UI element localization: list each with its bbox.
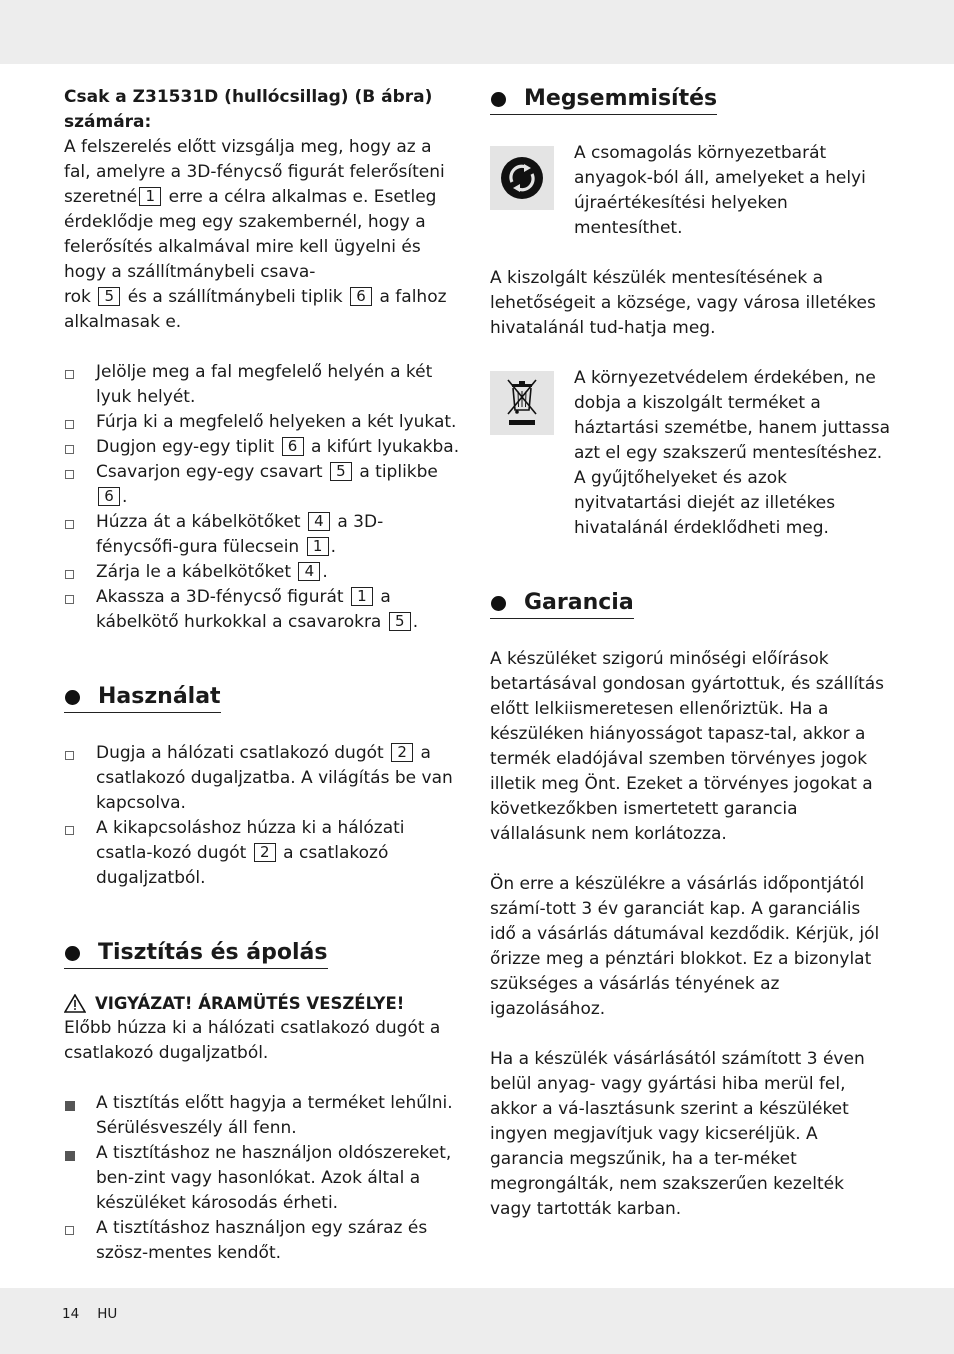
disposal-text: A kiszolgált készülék mentesítésének a lehetőségeit a községe, vagy városa illetékes hivatalánál tud-hatja meg. [490,268,876,338]
list-item: Fúrja ki a megfelelő helyeken a két lyukat. [64,410,462,435]
bullet-dot-icon [65,946,80,961]
page-number: 14 [62,1306,80,1322]
crossed-bin-icon [490,371,554,435]
list-item: Zárja le a kábelkötőket 4 . [64,560,462,585]
list-item: Akassza a 3D-fénycső figurát 1 a kábelkötő hurkokkal a csavarokra 5 . [64,585,462,635]
ref-badge: 5 [389,612,411,631]
list-item: Dugja a hálózati csatlakozó dugót 2 a csatlakozó dugaljzatba. A világítás be van kapcsolva. [64,741,462,816]
list-item: Csavarjon egy-egy csavart 5 a tiplikbe 6 . [64,460,462,510]
usage-steps-list [64,741,462,891]
list-item: A tisztításhoz ne használjon oldószereket, ben-zint vagy hasonlókat. Azok által a készüléket károsodás érheti. [64,1141,462,1216]
ref-badge: 5 [330,462,352,481]
bullet-dot-icon [491,596,506,611]
ref-badge: 6 [98,487,120,506]
top-bar [0,0,954,64]
recycle-block [490,141,890,241]
list-item: Húzza át a kábelkötőket 4 a 3D-fénycsőfi-gura fülecsein 1 . [64,510,462,560]
cleaning-list [64,1091,462,1266]
mount-title: Csak a Z31531D (hullócsillag) (B ábra) számára: [64,87,433,132]
section-heading-cleaning: Tisztítás és ápolás [64,939,328,969]
right-column [490,85,890,1222]
bullet-dot-icon [491,92,506,107]
ref-badge: 1 [351,587,373,606]
recycle-icon [490,146,554,210]
ref-badge: 5 [98,287,120,306]
list-item: A tisztítás előtt hagyja a terméket lehűlni. Sérülésveszély áll fenn. [64,1091,462,1141]
bottom-bar [0,1288,954,1354]
section-heading-usage: Használat [64,683,221,713]
mount-steps-list [64,360,462,635]
warning-text: Előbb húzza ki a hálózati csatlakozó dugót a csatlakozó dugaljzatból. [64,1018,441,1063]
ref-badge: 4 [298,562,320,581]
list-item: A kikapcsoláshoz húzza ki a hálózati csatla-kozó dugót 2 a csatlakozó dugaljzatból. [64,816,462,891]
warranty-paragraph: A készüléket szigorú minőségi előírások betartásával gondosan gyártottuk, és szállítás előtt lelkiismeretesen ellenőriztük. Ha a készüléken hiányosságot tapasz-tal, akkor a termék eladójával szemben törvényes jogok illetik meg Önt. Ezeket a törvényes jogokat a következőkben ismertetett garancia vállalásunk nem korlátozza. [490,649,885,844]
weee-text: A környezetvédelem érdekében, ne dobja a kiszolgált terméket a háztartási szemétbe, hanem juttassa azt el egy szakszerű mentesítéshez. A gyűjtőhelyeket és azok nyitvatartási diejét az illetékes hivatalánál érdeklődheti meg. [574,368,891,538]
recycle-text: A csomagolás környezetbarát anyagok-ból áll, amelyeket a helyi újraértékesítési helyeken mentesíthet. [574,143,866,238]
weee-block [490,366,890,541]
ref-badge: 1 [307,537,329,556]
ref-badge: 1 [139,187,161,206]
ref-badge: 4 [308,512,330,531]
ref-badge: 2 [254,843,276,862]
warning-triangle-icon [64,994,86,1013]
ref-badge: 6 [350,287,372,306]
ref-badge: 6 [282,437,304,456]
warning-title: VIGYÁZAT! ÁRAMÜTÉS VESZÉLYE! [64,991,462,1016]
section-heading-disposal: Megsemmisítés [490,85,717,115]
warranty-paragraph: Ha a készülék vásárlásától számított 3 éven belül anyag- vagy gyártási hiba merül fel, akkor a vá-lasztásunk szerint a készüléket ingyen megjavítjuk vagy kicseréljük. A garancia megszűnik, ha a ter-méket megrongálták, nem szakszerűen kezelték vagy tartották karban. [490,1049,865,1219]
language-code: HU [97,1306,118,1322]
ref-badge: 2 [391,743,413,762]
list-item: Jelölje meg a fal megfelelő helyén a két lyuk helyét. [64,360,462,410]
list-item: Dugjon egy-egy tiplit 6 a kifúrt lyukakba. [64,435,462,460]
list-item: A tisztításhoz használjon egy száraz és szösz-mentes kendőt. [64,1216,462,1266]
mount-intro: A felszerelés előtt vizsgálja meg, hogy az a fal, amelyre a 3D-fénycső figurát felerősíteni szeretné 1 erre a célra alkalmas e. Esetleg érdeklődje meg egy szakembernél, hogy a felerősítés alkalmával mire kell ügyelni és hogy a szállítmánybeli csava- rok 5 és a szállítmánybeli tiplik 6 a falhoz alkalmasak e. [64,137,447,332]
bullet-dot-icon [65,690,80,705]
page-footer [62,1306,135,1322]
warranty-paragraph: Ön erre a készülékre a vásárlás időpontjától számí-tott 3 év garanciát kap. A garanciális idő a vásárlás dátumával kezdődik. Kérjük, jól őrizze meg a pénztári blokkot. Ez a bizonylat szükséges a vásárlás tényének az igazolásához. [490,874,880,1019]
section-heading-warranty: Garancia [490,589,634,619]
left-column [64,85,462,1266]
